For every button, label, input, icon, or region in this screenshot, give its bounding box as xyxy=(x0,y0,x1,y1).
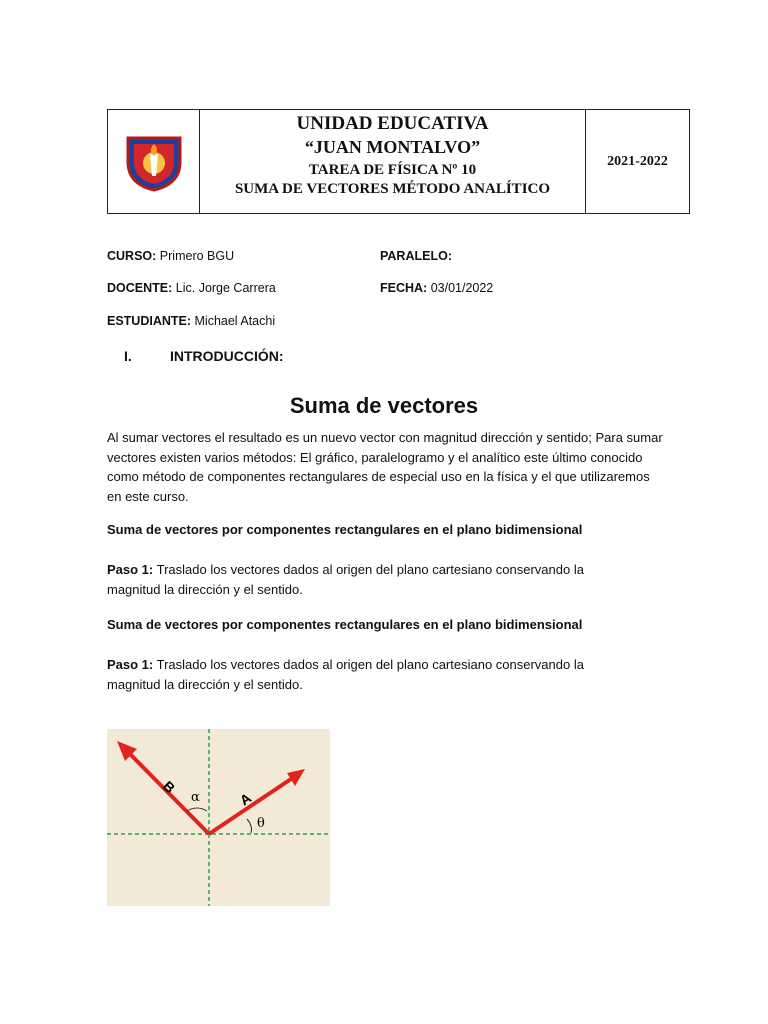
assignment-subtitle: SUMA DE VECTORES MÉTODO ANALÍTICO xyxy=(234,181,551,197)
logo-cell xyxy=(108,110,200,213)
vector-a xyxy=(209,777,294,834)
subheading-1: Suma de vectores por componentes rectangulares en el plano bidimensional xyxy=(107,522,583,537)
step-label-1: Paso 1: xyxy=(107,562,154,577)
vector-a-label: A xyxy=(236,789,255,809)
theta-arc xyxy=(247,819,252,833)
school-name: “JUAN MONTALVO” xyxy=(304,137,481,157)
fecha-label: FECHA: xyxy=(380,281,428,295)
section-title: INTRODUCCIÓN: xyxy=(170,348,284,364)
vector-b-label: B xyxy=(159,777,179,797)
curso-label: CURSO: xyxy=(107,249,157,263)
estudiante-label: ESTUDIANTE: xyxy=(107,314,192,328)
assignment-title: TAREA DE FÍSICA Nº 10 xyxy=(308,162,477,178)
step-paragraph-2 xyxy=(107,655,627,694)
intro-paragraph: Al sumar vectores el resultado es un nuevo vector con magnitud dirección y sentido; Para sumar vectores existen varios métodos: El gráfico, paralelogramo y el analítico este último conocido como método de componentes rectangulares de especial uso en la física y el que utilizaremos en este curso. xyxy=(107,430,663,504)
docente-label: DOCENTE: xyxy=(107,281,173,295)
institution-name: UNIDAD EDUCATIVA xyxy=(296,113,489,134)
alpha-arc xyxy=(187,808,207,811)
section-heading xyxy=(124,348,284,364)
fecha-field xyxy=(380,281,493,295)
school-year: 2021-2022 xyxy=(607,153,668,169)
curso-field xyxy=(107,249,234,263)
header-table xyxy=(107,109,690,214)
docente-field xyxy=(107,281,276,295)
section-number: I. xyxy=(124,348,132,364)
step-text-1: Traslado los vectores dados al origen del plano cartesiano conservando la magnitud la dirección y el sentido. xyxy=(107,562,584,597)
main-title: Suma de vectores xyxy=(289,393,479,418)
estudiante-field xyxy=(107,314,275,328)
paralelo-label: PARALELO: xyxy=(380,249,452,263)
vector-diagram xyxy=(107,729,330,906)
step-label-2: Paso 1: xyxy=(107,657,154,672)
theta-label: θ xyxy=(257,816,265,831)
header-title-cell xyxy=(200,110,586,213)
school-crest-logo xyxy=(122,130,186,194)
docente-value: Lic. Jorge Carrera xyxy=(175,281,276,295)
paralelo-field xyxy=(380,249,452,263)
vector-diagram-svg xyxy=(107,729,330,906)
subheading-2: Suma de vectores por componentes rectangulares en el plano bidimensional xyxy=(107,617,583,632)
curso-value: Primero BGU xyxy=(159,249,235,263)
step-text-2: Traslado los vectores dados al origen del plano cartesiano conservando la magnitud la dirección y el sentido. xyxy=(107,657,584,692)
step-paragraph-1 xyxy=(107,560,627,599)
estudiante-value: Michael Atachi xyxy=(194,314,276,328)
fecha-value: 03/01/2022 xyxy=(430,281,494,295)
alpha-label: α xyxy=(191,790,200,805)
